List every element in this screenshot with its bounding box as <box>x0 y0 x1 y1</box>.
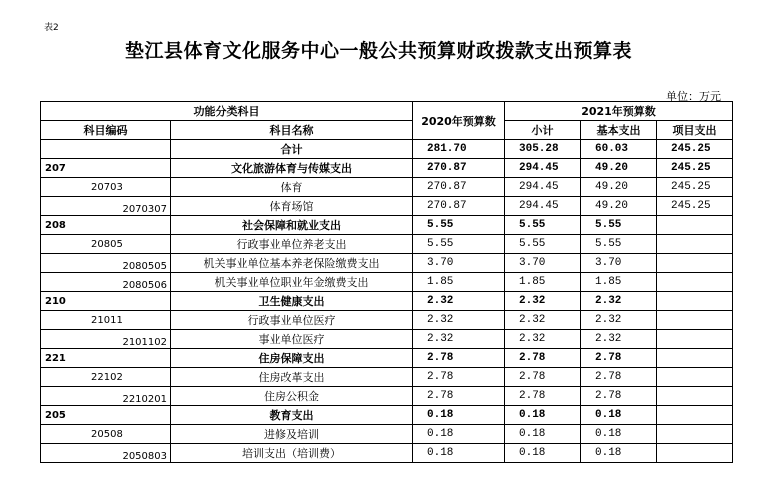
table-row <box>41 235 733 254</box>
cell-budget-2020: 2.32 <box>413 292 505 311</box>
cell-code: 205 <box>41 406 171 425</box>
cell-basic: 49.20 <box>581 159 657 178</box>
cell-code: 21011 <box>41 311 171 330</box>
cell-project: 245.25 <box>657 197 733 216</box>
page-title: 垫江县体育文化服务中心一般公共预算财政拨款支出预算表 <box>124 40 632 62</box>
cell-subtotal: 2.78 <box>505 368 581 387</box>
cell-basic: 5.55 <box>581 216 657 235</box>
cell-name: 教育支出 <box>171 406 413 425</box>
cell-budget-2020: 0.18 <box>413 406 505 425</box>
cell-subtotal: 294.45 <box>505 159 581 178</box>
header-budget-2020: 2020年预算数 <box>413 102 505 140</box>
cell-code: 22102 <box>41 368 171 387</box>
cell-budget-2020: 1.85 <box>413 273 505 292</box>
cell-subtotal: 305.28 <box>505 140 581 159</box>
cell-project <box>657 425 733 444</box>
header-func-class: 功能分类科目 <box>41 102 413 121</box>
cell-basic: 2.78 <box>581 387 657 406</box>
cell-subtotal: 5.55 <box>505 216 581 235</box>
cell-budget-2020: 0.18 <box>413 444 505 463</box>
cell-project <box>657 311 733 330</box>
header-project: 项目支出 <box>657 121 733 140</box>
cell-basic: 0.18 <box>581 406 657 425</box>
cell-budget-2020: 3.70 <box>413 254 505 273</box>
cell-subtotal: 5.55 <box>505 235 581 254</box>
table-row <box>41 425 733 444</box>
cell-name: 合计 <box>171 140 413 159</box>
cell-budget-2020: 0.18 <box>413 425 505 444</box>
cell-project <box>657 406 733 425</box>
cell-basic: 3.70 <box>581 254 657 273</box>
cell-subtotal: 2.32 <box>505 311 581 330</box>
table-row <box>41 273 733 292</box>
cell-project <box>657 292 733 311</box>
cell-name: 住房改革支出 <box>171 368 413 387</box>
cell-basic: 2.32 <box>581 330 657 349</box>
table-row <box>41 178 733 197</box>
cell-basic: 2.32 <box>581 292 657 311</box>
table-row <box>41 330 733 349</box>
cell-subtotal: 2.32 <box>505 292 581 311</box>
cell-subtotal: 0.18 <box>505 406 581 425</box>
cell-project <box>657 349 733 368</box>
header-budget-2021: 2021年预算数 <box>505 102 733 121</box>
cell-project: 245.25 <box>657 159 733 178</box>
cell-budget-2020: 2.78 <box>413 368 505 387</box>
cell-code: 207 <box>41 159 171 178</box>
cell-project <box>657 273 733 292</box>
cell-subtotal: 2.78 <box>505 387 581 406</box>
cell-subtotal: 2.32 <box>505 330 581 349</box>
cell-project: 245.25 <box>657 140 733 159</box>
table-row <box>41 197 733 216</box>
cell-code: 20703 <box>41 178 171 197</box>
table-number-tag: 表2 <box>44 23 59 33</box>
cell-budget-2020: 5.55 <box>413 235 505 254</box>
cell-name: 住房公积金 <box>171 387 413 406</box>
cell-code <box>41 140 171 159</box>
cell-project <box>657 330 733 349</box>
table-row <box>41 216 733 235</box>
header-code: 科目编码 <box>41 121 171 140</box>
cell-basic: 49.20 <box>581 197 657 216</box>
table-row <box>41 159 733 178</box>
cell-basic: 2.78 <box>581 349 657 368</box>
cell-subtotal: 294.45 <box>505 197 581 216</box>
cell-basic: 49.20 <box>581 178 657 197</box>
table-row <box>41 254 733 273</box>
cell-code: 2080506 <box>41 273 171 292</box>
cell-name: 文化旅游体育与传媒支出 <box>171 159 413 178</box>
cell-name: 社会保障和就业支出 <box>171 216 413 235</box>
cell-name: 机关事业单位职业年金缴费支出 <box>171 273 413 292</box>
cell-code: 2101102 <box>41 330 171 349</box>
cell-basic: 60.03 <box>581 140 657 159</box>
cell-code: 2050803 <box>41 444 171 463</box>
table-row <box>41 406 733 425</box>
cell-budget-2020: 270.87 <box>413 197 505 216</box>
cell-project <box>657 387 733 406</box>
header-name: 科目名称 <box>171 121 413 140</box>
cell-name: 行政事业单位医疗 <box>171 311 413 330</box>
cell-code: 2210201 <box>41 387 171 406</box>
cell-name: 行政事业单位养老支出 <box>171 235 413 254</box>
cell-code: 208 <box>41 216 171 235</box>
cell-subtotal: 2.78 <box>505 349 581 368</box>
cell-basic: 1.85 <box>581 273 657 292</box>
cell-name: 进修及培训 <box>171 425 413 444</box>
cell-project <box>657 235 733 254</box>
cell-project: 245.25 <box>657 178 733 197</box>
cell-code: 210 <box>41 292 171 311</box>
cell-budget-2020: 2.32 <box>413 311 505 330</box>
cell-name: 体育 <box>171 178 413 197</box>
cell-budget-2020: 270.87 <box>413 178 505 197</box>
cell-budget-2020: 5.55 <box>413 216 505 235</box>
cell-project <box>657 254 733 273</box>
cell-name: 住房保障支出 <box>171 349 413 368</box>
cell-budget-2020: 270.87 <box>413 159 505 178</box>
cell-basic: 2.78 <box>581 368 657 387</box>
cell-code: 221 <box>41 349 171 368</box>
header-basic: 基本支出 <box>581 121 657 140</box>
cell-subtotal: 294.45 <box>505 178 581 197</box>
table-row <box>41 444 733 463</box>
header-subtotal: 小计 <box>505 121 581 140</box>
cell-budget-2020: 2.32 <box>413 330 505 349</box>
unit-label: 单位：万元 <box>666 90 721 103</box>
cell-project <box>657 444 733 463</box>
cell-code: 20508 <box>41 425 171 444</box>
table-row <box>41 368 733 387</box>
cell-project <box>657 216 733 235</box>
table-row <box>41 311 733 330</box>
cell-name: 培训支出（培训费） <box>171 444 413 463</box>
cell-budget-2020: 2.78 <box>413 349 505 368</box>
cell-subtotal: 0.18 <box>505 425 581 444</box>
cell-subtotal: 0.18 <box>505 444 581 463</box>
table-row <box>41 387 733 406</box>
cell-subtotal: 1.85 <box>505 273 581 292</box>
table-row <box>41 292 733 311</box>
cell-name: 体育场馆 <box>171 197 413 216</box>
cell-name: 机关事业单位基本养老保险缴费支出 <box>171 254 413 273</box>
cell-basic: 0.18 <box>581 425 657 444</box>
cell-code: 2070307 <box>41 197 171 216</box>
cell-code: 20805 <box>41 235 171 254</box>
cell-budget-2020: 2.78 <box>413 387 505 406</box>
cell-code: 2080505 <box>41 254 171 273</box>
cell-name: 卫生健康支出 <box>171 292 413 311</box>
table-row <box>41 349 733 368</box>
budget-table <box>40 101 733 463</box>
cell-basic: 5.55 <box>581 235 657 254</box>
cell-subtotal: 3.70 <box>505 254 581 273</box>
table-row <box>41 140 733 159</box>
cell-name: 事业单位医疗 <box>171 330 413 349</box>
cell-project <box>657 368 733 387</box>
cell-budget-2020: 281.70 <box>413 140 505 159</box>
cell-basic: 2.32 <box>581 311 657 330</box>
cell-basic: 0.18 <box>581 444 657 463</box>
